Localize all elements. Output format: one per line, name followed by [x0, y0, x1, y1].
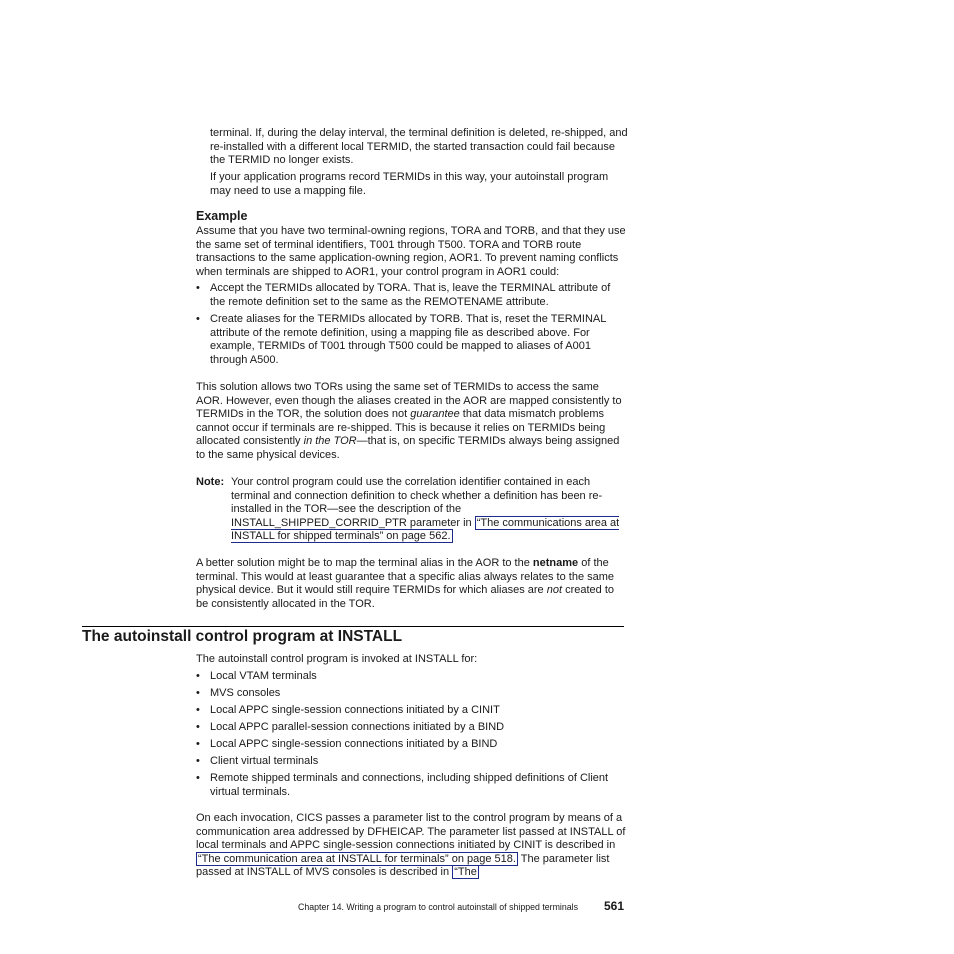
page-footer: [298, 899, 624, 913]
communications-area-link[interactable]: “The communications area at INSTALL for shipped terminals” on page 562.: [231, 516, 620, 543]
example-heading: Example: [196, 209, 248, 223]
bullet-icon: •: [196, 738, 200, 750]
section-title: The autoinstall control program at INSTALL: [82, 628, 403, 645]
section-paragraph: On each invocation, CICS passes a parameter list to the control program by means of a communication area addressed by DFHEICAP. The parameter list passed at INSTALL of local terminals and APPC single-session connections initiated by CINIT is described in “The communication area at INSTALL for terminals” on page 518. The parameter list passed at INSTALL of MVS consoles is described in “The: [196, 812, 626, 879]
list-item: [196, 721, 628, 735]
mvs-consoles-link[interactable]: “The: [454, 866, 477, 879]
list-item: [196, 670, 628, 684]
note-label: Note:: [196, 476, 225, 488]
bullet-icon: •: [196, 313, 200, 325]
list-item-text: Client virtual terminals: [210, 755, 319, 767]
page-number: 561: [603, 899, 624, 913]
list-item: [196, 772, 628, 799]
bullet-icon: •: [196, 755, 200, 767]
section-divider: [82, 626, 624, 627]
list-item: [196, 755, 628, 769]
list-item-text: Accept the TERMIDs allocated by TORA. That is, leave the TERMINAL attribute of the remote definition set to the same as the REMOTENAME attribute.: [210, 282, 611, 308]
bullet-icon: •: [196, 721, 200, 733]
example-paragraph-2: This solution allows two TORs using the same set of TERMIDs to access the same AOR. However, even though the aliases created in the AOR are mapped consistently to TERMIDs in the TOR, the solution does not guarantee that data mismatch problems cannot occur if terminals are re-shipped. This is because it relies on TERMIDs being allocated consistently in the TOR—that is, on specific TERMIDs always being assigned to the same physical devices.: [196, 381, 622, 461]
list-item: [196, 687, 628, 701]
list-item: [196, 313, 628, 367]
list-item-text: Create aliases for the TERMIDs allocated by TORB. That is, reset the TERMINAL attribute of the remote definition, using a mapping file as described above. For example, TERMIDs of T001 through T500 could be mapped to aliases of A001 through A500.: [210, 313, 606, 366]
intro-paragraph-2: If your application programs record TERMIDs in this way, your autoinstall program may need to use a mapping file.: [210, 171, 609, 197]
intro-paragraph-1: terminal. If, during the delay interval, the terminal definition is deleted, re-shipped, and re-installed with a different local TERMID, the started transaction could fail because the TERMID no longer exists.: [210, 127, 628, 167]
list-item-text: MVS consoles: [210, 687, 281, 699]
footer-chapter: Chapter 14. Writing a program to control autoinstall of shipped terminals: [298, 902, 579, 912]
bullet-icon: •: [196, 772, 200, 784]
list-item-text: Local APPC single-session connections initiated by a CINIT: [210, 704, 500, 716]
list-item-text: Local VTAM terminals: [210, 670, 317, 682]
bullet-icon: •: [196, 670, 200, 682]
bullet-icon: •: [196, 282, 200, 294]
bullet-icon: •: [196, 687, 200, 699]
example-paragraph-1: Assume that you have two terminal-owning regions, TORA and TORB, and that they use the same set of terminal identifiers, T001 through T500. TORA and TORB route transactions to the same application-owning region, AOR1. To prevent naming conflicts when terminals are shipped to AOR1, your control program in AOR1 could:: [196, 225, 626, 278]
list-item-text: Local APPC parallel-session connections initiated by a BIND: [210, 721, 505, 733]
note-text: Your control program could use the correlation identifier contained in each terminal and connection definition to check whether a definition has been re-installed in the TOR—see the description of the INSTALL_SHIPPED_CORRID_PTR parameter in “The communications area at INSTALL for shipped terminals” on page 562.: [231, 476, 620, 543]
example-paragraph-3: A better solution might be to map the terminal alias in the AOR to the netname of the terminal. This would at least guarantee that a specific alias always relates to the same physical device. But it would still require TERMIDs for which aliases are not created to be consistently allocated in the TOR.: [196, 557, 615, 610]
bullet-icon: •: [196, 704, 200, 716]
communication-area-terminals-link[interactable]: “The communication area at INSTALL for terminals” on page 518.: [198, 852, 516, 865]
list-item-text: Remote shipped terminals and connections, including shipped definitions of Client virtual terminals.: [210, 772, 609, 798]
list-item: [196, 738, 628, 752]
note: [196, 476, 628, 544]
section-intro: The autoinstall control program is invoked at INSTALL for:: [196, 653, 478, 665]
list-item: [196, 704, 628, 718]
list-item: [196, 282, 628, 309]
list-item-text: Local APPC single-session connections initiated by a BIND: [210, 738, 498, 750]
